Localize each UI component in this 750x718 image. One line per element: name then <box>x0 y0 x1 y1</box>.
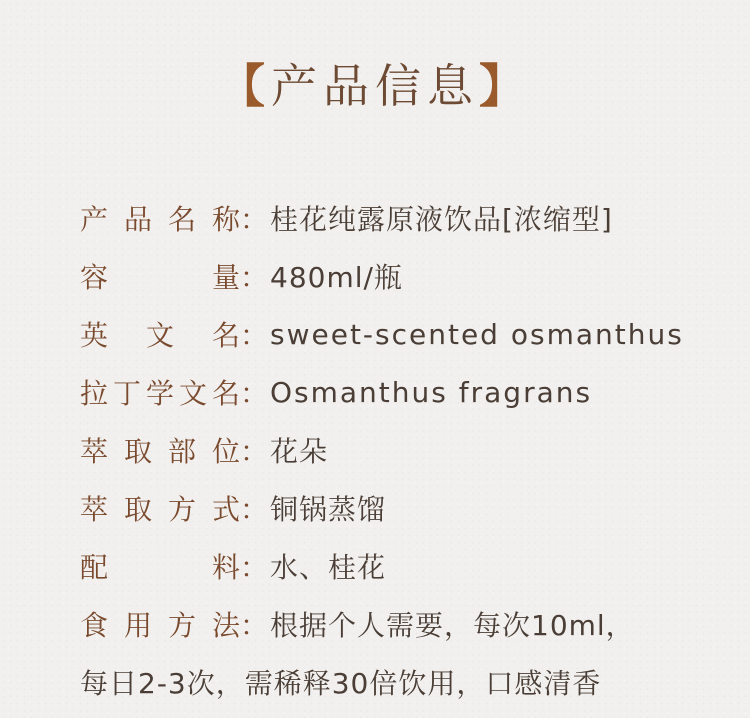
section-title <box>0 56 750 116</box>
title-close-bracket: 】 <box>479 59 531 113</box>
info-label: 容量 <box>80 261 240 294</box>
info-colon: ： <box>240 203 269 236</box>
info-label: 萃取部位 <box>80 435 240 468</box>
title-open-bracket: 【 <box>219 59 271 113</box>
info-label: 配料 <box>80 551 240 584</box>
info-label: 萃取方式 <box>80 493 240 526</box>
info-row-product-name <box>80 189 720 247</box>
info-row-ingredients <box>80 537 720 595</box>
title-text: 产品信息 <box>271 59 479 113</box>
info-colon: ： <box>240 551 269 584</box>
info-row-usage <box>80 595 720 653</box>
info-value: 水、桂花 <box>270 551 387 584</box>
info-colon: ： <box>240 435 269 468</box>
info-row-english-name <box>80 305 720 363</box>
info-label: 拉丁学文名 <box>80 377 240 410</box>
info-value: 根据个人需要，每次10ml， <box>270 609 635 642</box>
info-colon: ： <box>240 609 269 642</box>
info-label: 英文名 <box>80 319 240 352</box>
info-colon: ： <box>240 377 269 410</box>
usage-continuation-text: 每日2-3次，需稀释30倍饮用，口感清香 <box>80 667 602 700</box>
info-colon: ： <box>240 319 269 352</box>
info-row-extraction-part <box>80 421 720 479</box>
info-label: 食用方法 <box>80 609 240 642</box>
info-value: 桂花纯露原液饮品[浓缩型] <box>270 203 613 236</box>
product-info-list <box>80 189 720 711</box>
info-value: 花朵 <box>270 435 329 468</box>
info-row-capacity <box>80 247 720 305</box>
info-label: 产品名称 <box>80 203 240 236</box>
info-value: 480ml/瓶 <box>270 261 403 294</box>
info-value: sweet-scented osmanthus <box>270 317 684 351</box>
info-value: 铜锅蒸馏 <box>270 493 387 526</box>
info-colon: ： <box>240 261 269 294</box>
info-value: Osmanthus fragrans <box>270 375 593 409</box>
info-row-latin-name <box>80 363 720 421</box>
info-colon: ： <box>240 493 269 526</box>
info-row-usage-continuation <box>80 653 720 711</box>
info-row-extraction-method <box>80 479 720 537</box>
